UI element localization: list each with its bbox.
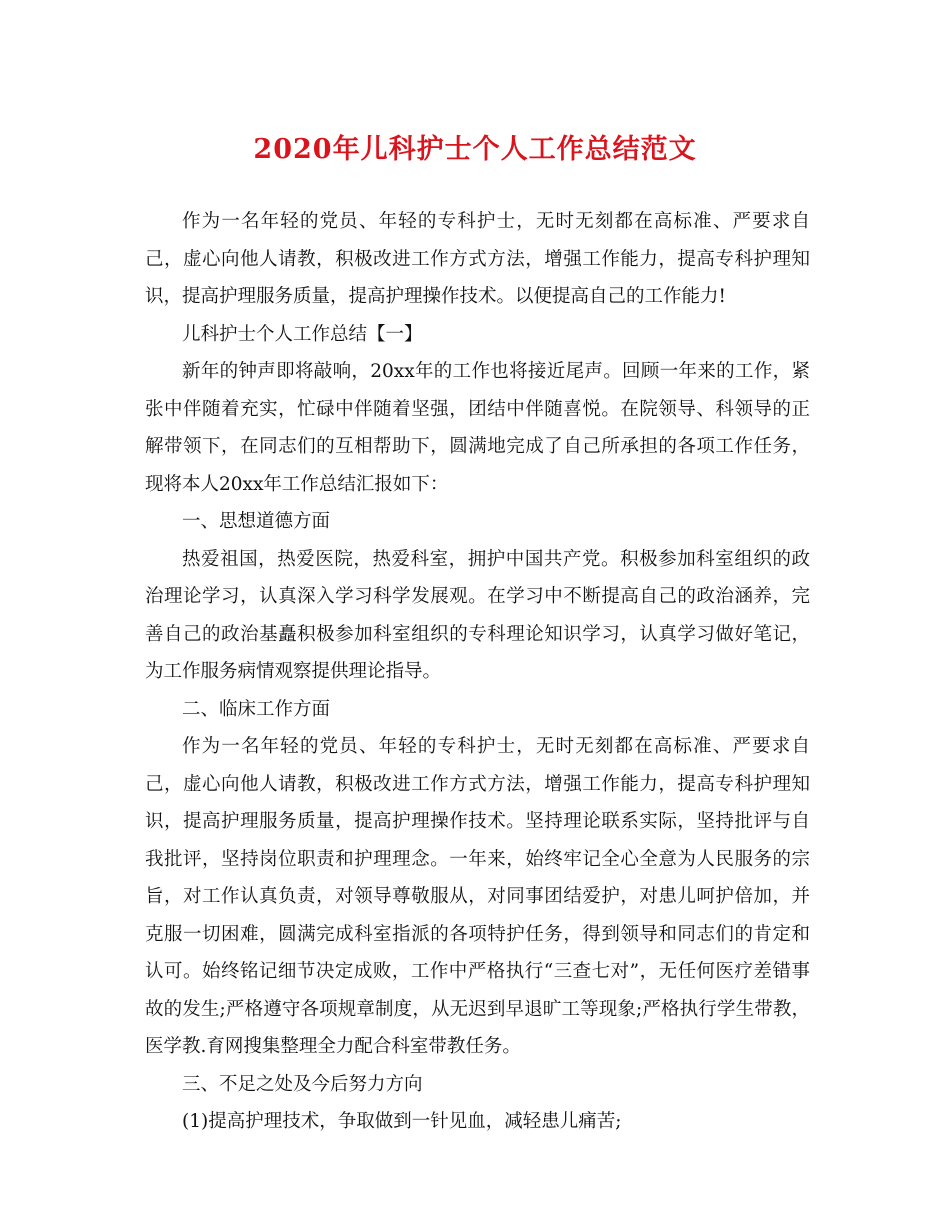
section-heading-improvement: 三、不足之处及今后努力方向 [182,1073,423,1095]
document-body [145,203,810,1141]
document-title: 2020年儿科护士个人工作总结范文 [253,134,697,165]
section-heading-ideology: 一、思想道德方面 [182,511,331,532]
section-heading-clinical: 二、临床工作方面 [182,698,331,720]
summary-intro-paragraph: 新年的钟声即将敲响，20xx年的工作也将接近尾声。回顾一年来的工作，紧张中伴随着充实，忙碌中伴随着坚强，团结中伴随喜悦。在院领导、科领导的正解带领下，在同志们的互相帮助下，圆满地完成了自己所承担的各项工作任务，现将本人20xx年工作总结汇报如下： [145,361,810,495]
ideology-paragraph: 热爱祖国，热爱医院，热爱科室，拥护中国共产党。积极参加科室组织的政治理论学习，认真深入学习科学发展观。在学习中不断提高自己的政治涵养，完善自己的政治基矗积极参加科室组织的专科理论知识学习，认真学习做好笔记，为工作服务病情观察提供理论指导。 [145,548,810,682]
improvement-item-1: (1)提高护理技术，争取做到一针见血，减轻患儿痛苦; [182,1111,622,1132]
intro-paragraph: 作为一名年轻的党员、年轻的专科护士，无时无刻都在高标准、严要求自己，虚心向他人请教，积极改进工作方式方法，增强工作能力，提高专科护理知识，提高护理服务质量，提高护理操作技术。以便提高自己的工作能力! [145,211,810,307]
clinical-paragraph: 作为一名年轻的党员、年轻的专科护士，无时无刻都在高标准、严要求自己，虚心向他人请教，积极改进工作方式方法，增强工作能力，提高专科护理知识，提高护理服务质量，提高护理操作技术。坚持理论联系实际，坚持批评与自我批评，坚持岗位职责和护理理念。一年来，始终牢记全心全意为人民服务的宗旨，对工作认真负责，对领导尊敬服从，对同事团结爱护，对患儿呵护倍加，并克服一切困难，圆满完成科室指派的各项特护任务，得到领导和同志们的肯定和认可。始终铭记细节决定成败，工作中严格执行“三查七对”，无任何医疗差错事故的发生;严格遵守各项规章制度，从无迟到早退旷工等现象;严格执行学生带教，医学教.育网搜集整理全力配合科室带教任务。 [145,736,810,1057]
section-heading-summary-one: 儿科护士个人工作总结【一】 [182,323,423,345]
